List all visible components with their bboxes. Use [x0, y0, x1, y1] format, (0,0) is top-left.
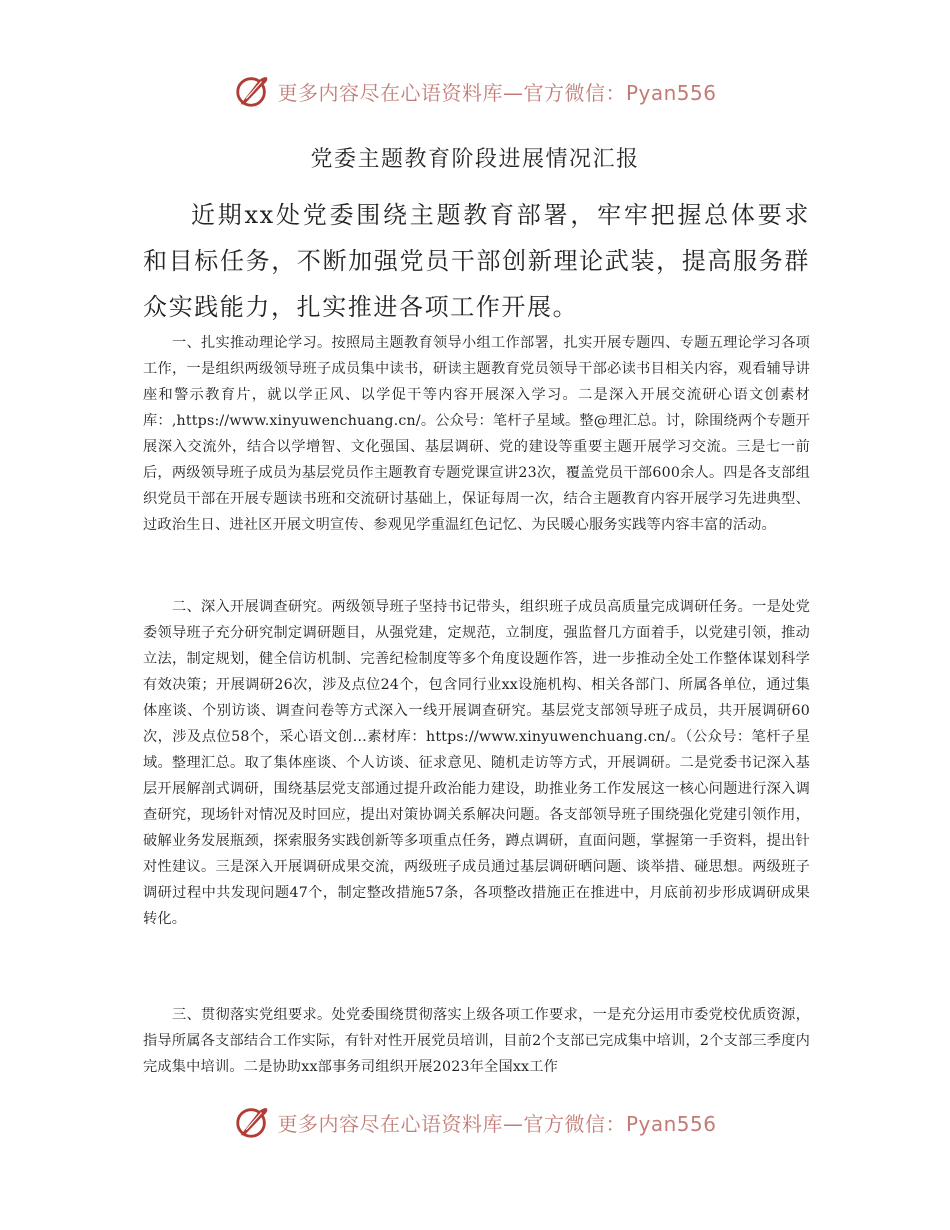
quill-logo-icon [233, 1103, 271, 1141]
header-banner-text: 更多内容尽在心语资料库—官方微信：Pyan556 [277, 80, 717, 105]
lead-paragraph: 近期xx处党委围绕主题教育部署，牢牢把握总体要求和目标任务，不断加强党员干部创新理论武装，提高服务群众实践能力，扎实推进各项工作开展。 [143, 201, 810, 321]
paragraph-theory-study: 一、扎实推动理论学习。按照局主题教育领导小组工作部署，扎实开展专题四、专题五理论学习各项工作，一是组织两级领导班子成员集中读书，研读主题教育党员领导干部必读书目相关内容，观看辅导讲座和警示教育片，就以学正风、以学促干等内容开展深入学习。二是深入开展交流研心语文创素材库：,https://www.xinyuwenchuang.cn/。公众号：笔杆子星域。整@理汇总。讨，除围绕两个专题开展深入交流外，结合以学增智、文化强国、基层调研、党的建设等重要主题开展学习交流。三是七一前后，两级领导班子成员为基层党员作主题教育专题党课宣讲23次，覆盖党员干部600余人。四是各支部组织党员干部在开展专题读书班和交流研讨基础上，保证每周一次，结合主题教育内容开展学习先进典型、过政治生日、进社区开展文明宣传、参观见学重温红色记忆、为民暖心服务实践等内容丰富的活动。 [143, 335, 810, 533]
header-banner [0, 66, 950, 116]
paragraph-implementation: 三、贯彻落实党组要求。处党委围绕贯彻落实上级各项工作要求，一是充分运用市委党校优质资源，指导所属各支部结合工作实际，有针对性开展党员培训，目前2个支部已完成集中培训，2个支部三季度内完成集中培训。二是协助xx部事务司组织开展2023年全国xx工作 [143, 1007, 810, 1075]
footer-banner [0, 1097, 950, 1147]
paragraph-investigation: 二、深入开展调查研究。两级领导班子坚持书记带头，组织班子成员高质量完成调研任务。一是处党委领导班子充分研究制定调研题目，从强党建，定规范，立制度，强监督几方面着手，以党建引领，推动立法，制定规划，健全信访机制、完善纪检制度等多个角度设题作答，进一步推动全处工作整体谋划科学有效决策；开展调研26次，涉及点位24个，包含同行业xx设施机构、相关各部门、所属各单位，通过集体座谈、个别访谈、调查问卷等方式深入一线开展调查研究。基层党支部领导班子成员，共开展调研60次，涉及点位58个，采心语文创…素材库：https://www.xinyuwenchuang.cn/。（公众号：笔杆子星域。整理汇总。取了集体座谈、个人访谈、征求意见、随机走访等方式，开展调研。二是党委书记深入基层开展解剖式调研，围绕基层党支部通过提升政治能力建设，助推业务工作发展这一核心问题进行深入调查研究，现场针对情况及时回应，提出对策协调关系解决问题。各支部领导班子围绕强化党建引领作用，破解业务发展瓶颈，探索服务实践创新等多项重点任务，蹲点调研，直面问题，掌握第一手资料，提出针对性建议。三是深入开展调研成果交流，两级班子成员通过基层调研晒问题、谈举措、碰思想。两级班子调研过程中共发现问题47个，制定整改措施57条，各项整改措施正在推进中，月底前初步形成调研成果转化。 [143, 599, 810, 927]
page-title: 党委主题教育阶段进展情况汇报 [310, 147, 640, 172]
quill-logo-icon [233, 72, 271, 110]
footer-banner-text: 更多内容尽在心语资料库—官方微信：Pyan556 [277, 1111, 717, 1136]
